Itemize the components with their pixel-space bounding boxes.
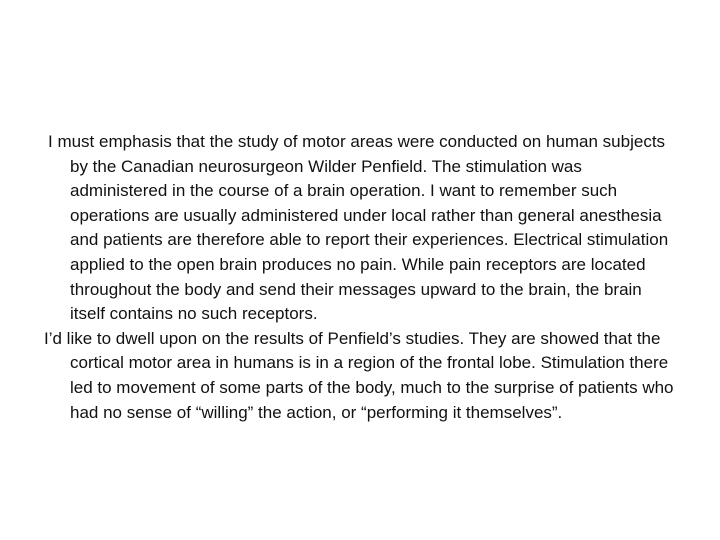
text-body bbox=[44, 130, 680, 425]
paragraph-penfield-results: I’d like to dwell upon on the results of Penfield’s studies. They are showed that the cortical motor area in humans is in a region of the frontal lobe. Stimulation there led to movement of some parts of the body, much to the surprise of patients who had no sense of “willing” the action, or “performing it themselves”. bbox=[44, 328, 674, 422]
paragraph-motor-areas: I must emphasis that the study of motor areas were conducted on human subjects by the Canadian neurosurgeon Wilder Penfield. The stimulation was administered in the course of a brain operation. I want to remember such operations are usually administered under local rather than general anesthesia and patients are therefore able to report their experiences. Electrical stimulation applied to the open brain produces no pain. While pain receptors are located throughout the body and send their messages upward to the brain, the brain itself contains no such receptors. bbox=[48, 132, 669, 324]
